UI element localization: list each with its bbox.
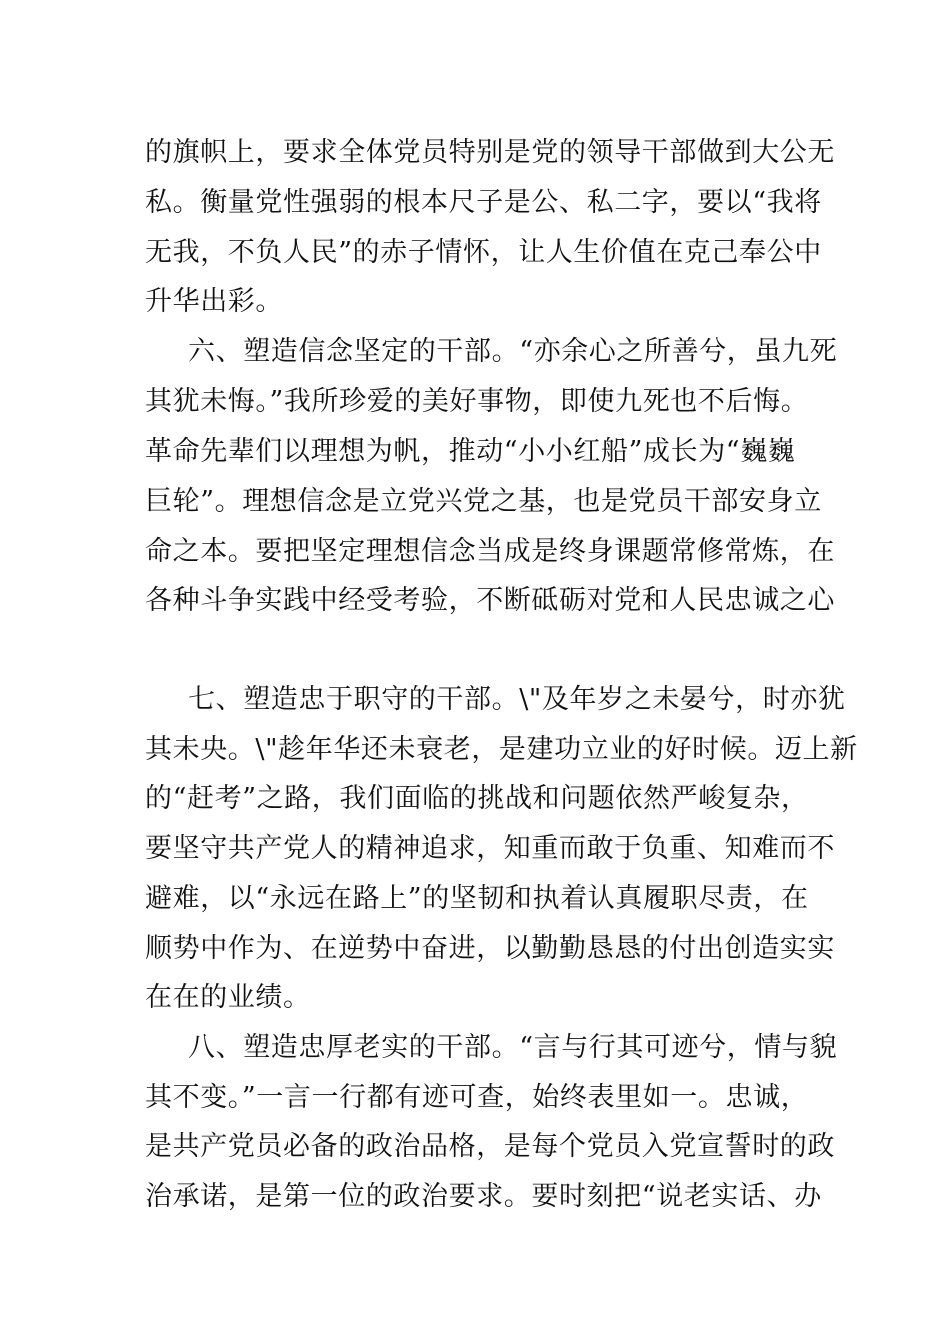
text-line: 私。衡量党性强弱的根本尺子是公、私二字，要以“我将 — [145, 187, 822, 218]
text-line: 顺势中作为、在逆势中奋进，以勤勤恳恳的付出创造实实 — [145, 933, 835, 964]
text-line: 的“赶考”之路，我们面临的挑战和问题依然严峻复杂， — [145, 783, 809, 814]
text-line: 在在的业绩。 — [145, 982, 311, 1013]
text-line: 各种斗争实践中经受考验，不断砥砺对党和人民忠诚之心 — [145, 585, 835, 616]
text-line: 无我，不负人民”的赤子情怀，让人生价值在克己奉公中 — [145, 237, 822, 268]
paragraph-first-line: 七、塑造忠于职守的干部。\"及年岁之未晏兮，时亦犹 — [188, 684, 846, 715]
text-line: 治承诺，是第一位的政治要求。要时刻把“说老实话、办 — [145, 1181, 822, 1212]
paragraph-first-line: 八、塑造忠厚老实的干部。“言与行其可迹兮，情与貌 — [188, 1032, 838, 1063]
text-line: 升华出彩。 — [145, 286, 283, 317]
paragraph-first-line: 六、塑造信念坚定的干部。“亦余心之所善兮，虽九死 — [188, 336, 838, 367]
text-line: 是共产党员必备的政治品格，是每个党员入党宣誓时的政 — [145, 1131, 835, 1162]
text-line: 巨轮”。理想信念是立党兴党之基，也是党员干部安身立 — [145, 486, 822, 517]
text-line: 其未央。\"趁年华还未衰老，是建功立业的好时候。迈上新 — [145, 734, 858, 765]
text-line: 命之本。要把坚定理想信念当成是终身课题常修常炼，在 — [145, 536, 835, 567]
text-line: 其犹未悔。”我所珍爱的美好事物，即使九死也不后悔。 — [145, 386, 809, 417]
text-line: 其不变。”一言一行都有迹可查，始终表里如一。忠诚， — [145, 1082, 809, 1113]
text-line: 革命先辈们以理想为帆，推动“小小红船”成长为“巍巍 — [145, 436, 796, 467]
text-line: 避难，以“永远在路上”的坚韧和执着认真履职尽责，在 — [145, 883, 809, 914]
text-line: 要坚守共产党人的精神追求，知重而敢于负重、知难而不 — [145, 833, 835, 864]
text-line: 的旗帜上，要求全体党员特别是党的领导干部做到大公无 — [145, 137, 835, 168]
